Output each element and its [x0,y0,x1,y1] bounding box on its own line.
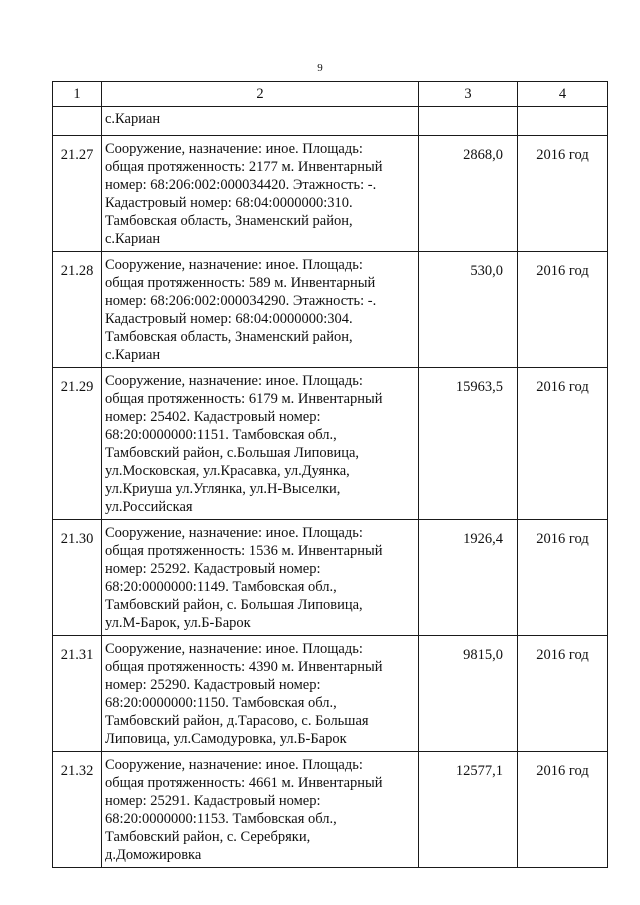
page-number: 9 [317,62,323,74]
description-line: Сооружение, назначение: иное. Площадь: [105,641,363,657]
row-year: 2016 год [518,252,608,368]
description-line: ул.Московская, ул.Красавка, ул.Дуянка, [105,463,350,479]
description-line: Кадастровый номер: 68:04:0000000:304. [105,311,353,327]
description-line: Сооружение, назначение: иное. Площадь: [105,141,363,157]
row-description [102,368,419,520]
description-line: Тамбовский район, с. Большая Липовица, [105,597,363,613]
row-description [102,636,419,752]
column-header-4: 4 [518,82,608,107]
description-line: общая протяженность: 589 м. Инвентарный [105,275,376,291]
row-description [102,252,419,368]
description-line: общая протяженность: 2177 м. Инвентарный [105,159,383,175]
description-line: номер: 25290. Кадастровый номер: [105,677,321,693]
table-row [53,368,608,520]
row-number: 21.28 [53,252,102,368]
row-area: 530,0 [419,252,518,368]
description-line: Тамбовская область, Знаменский район, [105,329,353,345]
description-line: 68:20:0000000:1151. Тамбовская обл., [105,427,337,443]
continuation-year-cell [518,107,608,136]
row-year: 2016 год [518,368,608,520]
description-line: общая протяженность: 1536 м. Инвентарный [105,543,383,559]
description-line: Сооружение, назначение: иное. Площадь: [105,257,363,273]
description-line: ул.М-Барок, ул.Б-Барок [105,615,251,631]
row-number: 21.29 [53,368,102,520]
description-line: Тамбовский район, с. Серебряки, [105,829,311,845]
row-number: 21.27 [53,136,102,252]
continuation-area-cell [419,107,518,136]
description-line: Тамбовская область, Знаменский район, [105,213,353,229]
continuation-text: с.Кариан [102,107,419,136]
row-year: 2016 год [518,752,608,868]
description-line: с.Кариан [105,231,161,247]
row-area: 9815,0 [419,636,518,752]
description-line: с.Кариан [105,347,161,363]
row-description [102,752,419,868]
description-line: Сооружение, назначение: иное. Площадь: [105,757,363,773]
row-area: 2868,0 [419,136,518,252]
description-line: Сооружение, назначение: иное. Площадь: [105,373,363,389]
table-row [53,252,608,368]
row-year: 2016 год [518,520,608,636]
row-area: 1926,4 [419,520,518,636]
description-line: Тамбовский район, с.Большая Липовица, [105,445,360,461]
description-line: номер: 68:206:002:000034290. Этажность: -. [105,293,377,309]
column-header-2: 2 [102,82,419,107]
row-number: 21.30 [53,520,102,636]
description-line: д.Доможировка [105,847,202,863]
description-line: номер: 68:206:002:000034420. Этажность: -. [105,177,377,193]
row-number: 21.31 [53,636,102,752]
description-line: общая протяженность: 4661 м. Инвентарный [105,775,383,791]
property-table [52,81,608,868]
table-row [53,752,608,868]
description-line: общая протяженность: 6179 м. Инвентарный [105,391,383,407]
row-description [102,136,419,252]
row-year: 2016 год [518,636,608,752]
description-line: Кадастровый номер: 68:04:0000000:310. [105,195,353,211]
continuation-num-cell [53,107,102,136]
table-row [53,636,608,752]
column-header-1: 1 [53,82,102,107]
description-line: 68:20:0000000:1149. Тамбовская обл., [105,579,337,595]
row-year: 2016 год [518,136,608,252]
row-area: 12577,1 [419,752,518,868]
continuation-row [53,107,608,136]
description-line: номер: 25402. Кадастровый номер: [105,409,321,425]
row-area: 15963,5 [419,368,518,520]
table-row [53,136,608,252]
table-header-row [53,82,608,107]
row-number: 21.32 [53,752,102,868]
description-line: 68:20:0000000:1153. Тамбовская обл., [105,811,337,827]
description-line: ул.Криуша ул.Углянка, ул.Н-Выселки, [105,481,341,497]
description-line: общая протяженность: 4390 м. Инвентарный [105,659,383,675]
description-line: номер: 25291. Кадастровый номер: [105,793,321,809]
description-line: номер: 25292. Кадастровый номер: [105,561,321,577]
description-line: ул.Российская [105,499,193,515]
description-line: Тамбовский район, д.Тарасово, с. Большая [105,713,369,729]
description-line: Липовица, ул.Самодуровка, ул.Б-Барок [105,731,347,747]
column-header-3: 3 [419,82,518,107]
description-line: 68:20:0000000:1150. Тамбовская обл., [105,695,337,711]
description-line: Сооружение, назначение: иное. Площадь: [105,525,363,541]
row-description [102,520,419,636]
table-row [53,520,608,636]
